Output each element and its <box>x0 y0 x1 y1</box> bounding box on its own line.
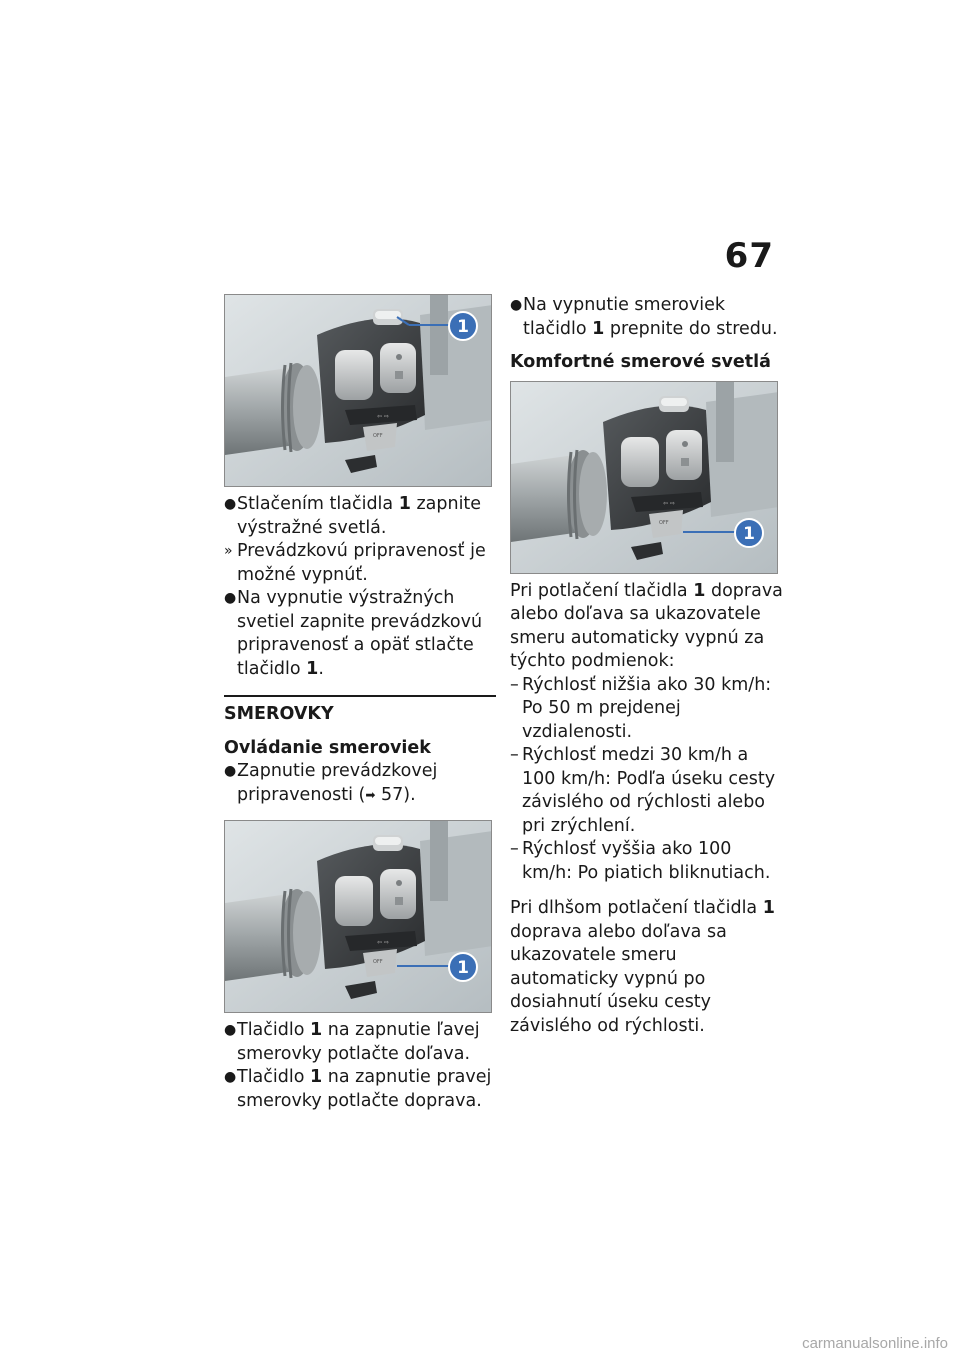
page-reference[interactable]: 57 <box>381 784 404 805</box>
subheading: Ovládanie smeroviek <box>224 737 431 758</box>
list-item: – Rýchlosť vyššia ako 100 km/h: Po piatich bliknutiach. <box>510 839 771 883</box>
bullet-icon: ● <box>224 496 237 512</box>
dash-icon: – <box>510 674 519 695</box>
comfort-intro-paragraph: Pri potlačení tlačidla 1 doprava alebo doľava sa ukazovatele smeru automaticky vypnú za týchto podmienok: <box>510 580 783 671</box>
list-item: ● Tlačidlo 1 na zapnutie pravej smerovky potlačte doprava. <box>224 1067 492 1111</box>
right-column <box>510 294 785 1038</box>
bullet-icon: ● <box>224 1069 237 1085</box>
turn-off-list <box>510 294 785 341</box>
bullet-icon: ● <box>224 1022 237 1038</box>
hazard-instruction-list <box>224 493 496 681</box>
callout-number: 1 <box>457 958 469 978</box>
section-divider <box>224 695 496 697</box>
condition-list <box>510 674 785 886</box>
section-title: SMEROVKY <box>224 704 334 724</box>
bullet-icon: ● <box>224 763 237 779</box>
list-item: ● Na vypnutie smeroviek tlačidlo 1 prepnite do stredu. <box>510 295 778 339</box>
turn-instruction-list <box>224 1019 496 1113</box>
comfort-switch-figure <box>510 381 778 574</box>
bullet-icon: ● <box>510 297 523 313</box>
page-number: 67 <box>724 236 774 276</box>
turn-ready-list <box>224 760 496 808</box>
list-item: ● Stlačením tlačidla 1 zapnite výstražné svetlá. <box>224 494 482 538</box>
turn-switch-figure <box>224 820 492 1013</box>
list-item: ● Tlačidlo 1 na zapnutie ľavej smerovky potlačte doľava. <box>224 1020 480 1064</box>
dash-icon: – <box>510 839 519 859</box>
handlebar-switch-illustration <box>511 382 778 574</box>
subheading: Komfortné smerové svetlá <box>510 352 771 372</box>
dash-icon: – <box>510 745 519 765</box>
list-item: ● Na vypnutie výstražných svetiel zapnite prevádzkovú pripravenosť a opäť stlačte tlačidlo 1. <box>224 588 483 679</box>
callout-number: 1 <box>743 523 755 544</box>
long-press-paragraph: Pri dlhšom potlačení tlačidla 1 doprava alebo doľava sa ukazovatele smeru automaticky vypnú po dosiahnutí úseku cesty závislého od rýchlosti. <box>510 898 775 1036</box>
list-item: – Rýchlosť medzi 30 km/h a 100 km/h: Podľa úseku cesty závislého od rýchlosti alebo pri zrýchlení. <box>510 745 776 836</box>
list-item: – Rýchlosť nižšia ako 30 km/h: Po 50 m prejdenej vzdialenosti. <box>510 674 772 742</box>
result-arrow-icon: » <box>224 543 233 559</box>
bullet-icon: ● <box>224 590 237 606</box>
hazard-switch-figure <box>224 294 492 487</box>
handlebar-switch-illustration <box>225 821 492 1013</box>
left-column <box>224 294 496 1113</box>
list-item: ● Zapnutie prevádzkovej pripravenosti (➡ 57). <box>224 760 496 808</box>
watermark: carmanualsonline.info <box>802 1335 948 1352</box>
page-ref-arrow-icon: ➡ <box>365 787 376 802</box>
list-item: » Prevádzkovú pripravenosť je možné vypnúť. <box>224 541 486 585</box>
handlebar-switch-illustration <box>225 295 492 487</box>
callout-number: 1 <box>457 317 469 337</box>
